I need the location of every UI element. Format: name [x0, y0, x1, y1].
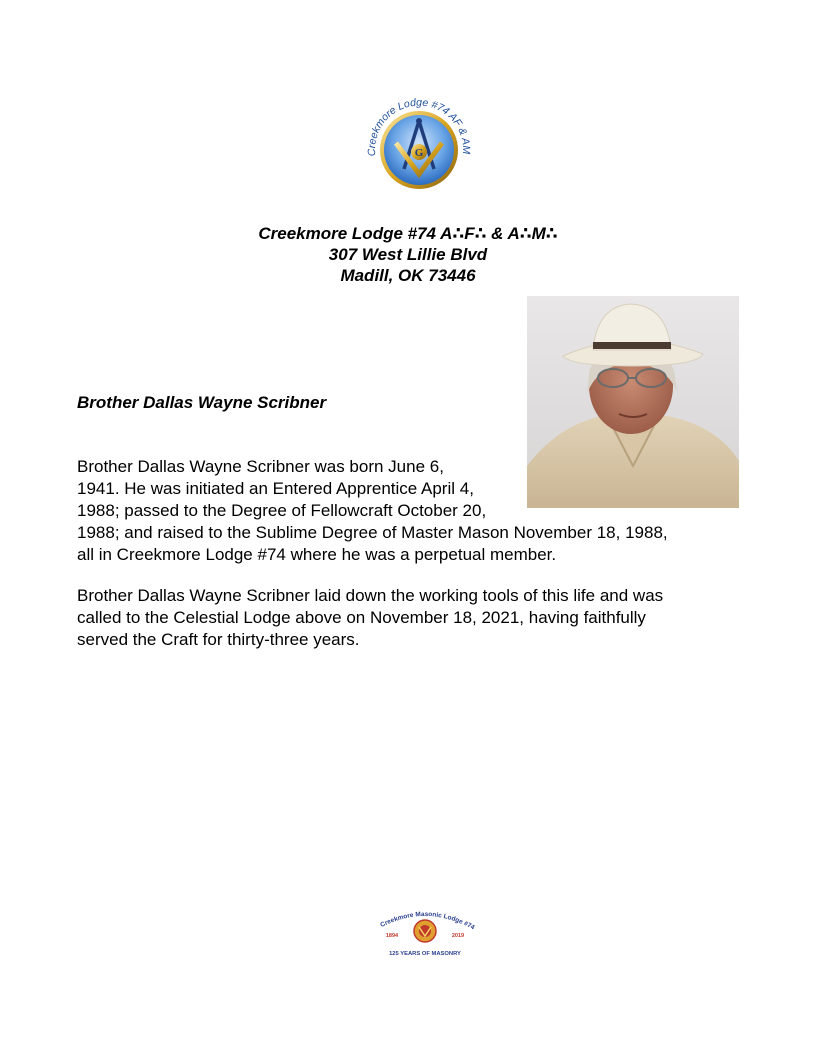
lodge-city-state-zip: Madill, OK 73446 [340, 266, 476, 285]
text-line: called to the Celestial Lodge above on November 18, 2021, having faithfully [77, 608, 646, 627]
text-line: all in Creekmore Lodge #74 where he was a perpetual member. [77, 545, 557, 564]
lodge-header [0, 223, 816, 286]
text-line: served the Craft for thirty-three years. [77, 630, 360, 649]
lodge-name: Creekmore Lodge #74 A∴F∴ & A∴M∴ [258, 224, 558, 243]
anniversary-caption: 125 YEARS OF MASONRY [389, 951, 461, 957]
anniversary-logo [370, 905, 480, 961]
year-right: 2019 [451, 933, 465, 939]
member-name-heading: Brother Dallas Wayne Scribner [77, 393, 327, 412]
text-line: 1988; passed to the Degree of Fellowcraft October 20, [77, 501, 487, 520]
emblem-ring-text: Creekmore Lodge #74 AF & AM [365, 97, 473, 157]
lodge-emblem-logo [358, 97, 478, 197]
text-line: 1941. He was initiated an Entered Apprentice April 4, [77, 479, 474, 498]
lodge-street-address: 307 West Lillie Blvd [328, 245, 488, 264]
anniversary-arc-text: Creekmore Masonic Lodge #74 [379, 910, 476, 932]
text-line: Brother Dallas Wayne Scribner laid down the working tools of this life and was [77, 586, 664, 605]
memorial-paragraph [77, 585, 663, 651]
text-line: 1988; and raised to the Sublime Degree of Master Mason November 18, 1988, [77, 523, 668, 542]
biography-paragraph [77, 456, 668, 566]
emblem-letter-g: G [414, 147, 424, 159]
year-left: 1894 [385, 933, 399, 939]
text-line: Brother Dallas Wayne Scribner was born June 6, [77, 457, 444, 476]
